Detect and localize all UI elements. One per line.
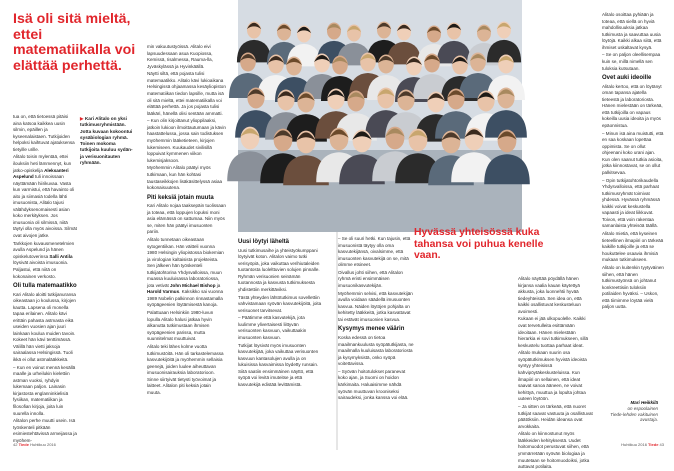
author-signature [594,400,658,423]
subheading: Oli tulla matemaatikko [13,283,77,290]
person-name: Salli Antila [49,253,73,259]
col5-paragraph: Kukaan ei jää ulkopuolelle. Kaikki ovat tervetulleita esittämään ideoitaan. Hänen mielestään hierarkia ei sovi tutkimukseen, sillä keskustelu tuottaa parhaat ideat. [518,316,588,348]
author-role: on espoolainen [627,405,658,411]
caption-text: Kari Alitalo on yksi tutkimusryhmistään. Jotta kuvaan kokoontui sysäbiologian ryhmä. Toinen mokoma tutkijoita kuuluu sydän- ja verisuonitauten ryhmään. [80,116,133,166]
subheading: Kysymys menee väärin [338,326,405,333]
magazine-name: Tiede [18,442,29,447]
col3-paragraph: Uusi tutkimusaihe ja yhteistyökumppani löytyivät koton. Alitalon vaimo tutki verisyöpiä, joka vaikuttaa verihiutaleiden tuotantosta luolelttuvien solujen pinnalle. Ryhmän verisuonien seinämän tuotannosta ja kasvusta tutkimuksesta yhdistettiin merkittäviksi. [238,247,320,292]
col4-paragraph: Koska edessä on tietoa maailmankuulusta syöpätutkijasta, ne maailmalla kuuluisasta laboratoriosta ja kysymyksistä, onko syöpä voitettavissa. [338,334,414,367]
col4-paragraph: – Syövän hoitotulokset paranevat koko ajan, ja Suomi on hoidon kärkimaita. Haluaisimme nähdä syövän muuttuvan krooniseksi sairaudeksi, jonka kanssa voi elää. [338,368,409,401]
col2-paragraph: Palattuaan Helsinkiin 1980-luvun lopulla Alitalo halusi jatkaa hyvin alkanutta tutkimustaan ihmisen syöpägeenien parissa, mutta suunnitelmat muuttuivat. [147,310,214,342]
col2-paragraph: – Kun olin kirjoittanut ylioppilaaksi, jatkoin lukioon ilmoittautumaan ja kävin haastattelussa, jossa sain todistuksen myöhemmin lääketieteen, kirjojen lukemiseen. Kuukaudet sivilisillä loppuivat kymmenen viikon lukemisjaksoon. [147,118,226,163]
left-footer [13,442,56,447]
photo-caption [80,116,134,166]
subheading: Piti keksiä jotain muuta [147,194,214,201]
col1-paragraph: Alitalon perhe muutti usein. Isä työskenteli pitkään esimiestehtävissä armeijassa ja myöhem- [13,418,77,443]
col1-paragraph [13,154,77,239]
col5-paragraph: Alitalo mukaan suurin osa syöpätutkimuksen hyvistä ideoista syntyy yhteisissä kahvipöytäkeskusteluissa. Kun ilmapiiri on sellainen, että ideat saavat sanoa ääneen, ne voivat kehittyä, muuttua ja lopulta johtaa uuteen löytöön. [518,350,587,402]
text: Tarkkojen kuvausmenetelmien avulla Aspelund ja hänen opiskelutoverinsa [13,240,75,259]
column-1 [13,114,77,443]
column-2 [147,44,226,436]
col2-paragraph: Näytti siltä, että pojasta tulisi matemaatikko. Alitalo kävi lukioaikana Helsingissä ohjaamassa kesäyliopiston matematiikan tiedon lapsille, mutta isä oli sitä mieltä, ettei matematiikalla voi elättää perhettä. Ja jos pojasta tulisi lääkäri, hänellä olisi sentään ammatti. [147,71,226,116]
col5-paragraph: Alitalo on kiinnostunut myös lääkkeiden kehityksestä. Uudet hoitomuodot perustuvat siihen, että ymmärretään syövän biologiaa ja muutetaan se hoitomuodoiksi, jotka auttavat potilaita. [518,431,590,470]
column-6 [602,12,664,398]
col4-paragraph: Oivallus johti siihen, että Alitalon ryhmä eristi ensimmäisen imusuonikasvutekijän. [338,269,403,289]
text: ja [216,282,221,288]
page-number: 43 [659,442,664,447]
col2-paragraph: Myöhemmin Alitalo päätyi myös tutkimaan, kun hän kohtasi taustaseikkojen lisäkäsittelyssä asiaa kokonaisuutena. [147,165,223,191]
text: . Kaksikko sai vuonna 1989 Nobelin palkinnon rinnastamalla syöpägeenien löytämisestä kanoja. [147,289,224,308]
subheading: Uusi löytyi läheltä [238,239,290,245]
group-photo-illustration [238,0,522,232]
pull-quote: Hyvässä yhteisössä kuka tahansa voi puhua kenelle vaan. [414,227,544,262]
caption-arrow-icon: ▶ [80,116,84,121]
col6-paragraph: – Opin tutkijatohtorikaudella Yhdysvalloissa, että parhaat tutkimusryhmät toimivat yhdessä. Hyvässä ryhmässä kaikki voivat keskustella vapaasti ja ideat liikkuvat. Toivon, että voin rakentaa samanlaista yhteisöä täällä. [602,177,660,229]
author-role: Tiede-lehden vakituinen avustaja. [610,411,658,423]
column-3 [238,236,323,436]
magazine-name: Tiede [648,442,659,447]
col2-paragraph: Alitalo teki lähes kolme vuotta tutkimustöitä. Hän oli tarkastelemassa kasvutekijöitä ja myöhemmin sellaisia geenejä, joiden luulee aiheuttavan imusuonisairauksia laboratorioon. Sinne siirtyivät tietysti työvoimat ja laitteet. Alitalon piti keksiä jotain muuta. [147,344,224,395]
col6-paragraph: Alitalo mietiä, että kyseinen tieteellinen ilmapiiri on tärkeää kaikille tutkijoille ja että se houkuttelee osaavia ihmisiä mukaan tutkimukseen. [602,231,664,263]
col1-paragraph: Kari Alitalo aloitti tutkijanuransa oikeastaan jo koulussa, kirjojen kautta. Lapsena oli monella tapaa erilainen. Alitalo kävi erittäin pahasta astmasta eikä useiden vuosien ajan juuri lainkaan koulua muiden tavoin. Kokeet hän kävi tenttimässä. Välillä hän vietti jaksoja sairaalassa Helsingissä. Tuoli ikkä ei ollut astmalääkkeitä. [13,291,76,363]
col3-paragraph: Tutkijat löysivät myös imusuonten kasvutekijää, joka vaikuttaa verisuonten kasvuun kantasolujen avulla ja on lukuisissa kasvaimissa löydetty runsain. Siitä saatiin ensimmäinen näyttö, että syöpä voi levitä imuteitse ja että kasvutekijä edistää levittämistä. [238,342,319,387]
group-photo [238,0,522,232]
column-5 [518,276,594,470]
col2-paragraph: Kari Alitalo nojaa taaksepäin tuolissaan ja toteaa, että loppujen lopuksi moni asia elämässä on sattumaa. Niin myös se, miten hän päätyi imusuonten pariin. [147,203,226,235]
column-4 [338,236,414,436]
right-footer [621,442,664,447]
col1-paragraph [13,241,77,280]
headline: Isä oli sitä mieltä, ettei matematiikalla voi elättää perhettä. [13,11,136,74]
issue-date: Huhtikuu 2016 [30,442,56,447]
text: Alitalo toisin mylentää, ettei ilouksiin heti lämmennyt, kun jatko-opiskelija [13,154,72,173]
author-name: Mari Heikkilä [630,400,658,405]
col4-paragraph: Myöhemmin selvisi, että kasvutekijän avulla voidaan säädellä imusuonten kasvua. Näiden löytöjen pohjalta on kehitetty lääkkeitä, jotka kasvattavat tai estävät imusuonien kasvua. [338,290,413,322]
person-name: Harold Varmus [147,289,180,295]
col5-paragraph: Alitalo näyttää pöydällä hänen kirjansa vaalia kauan käytettyä akkusta, joka luonnehtii hyvää tiedeyhteisöä. Sen idea on, että kaikki osallistuvat keskusteluun avoimesti. [518,276,582,314]
issue-date: Huhtikuu 2016 [621,442,647,447]
page-number: 42 [13,442,18,447]
col2-paragraph [147,237,226,309]
col6-paragraph: Alitalo on kuitenkin tyytyväinen siihen, että hänen tutkimustyönsä on johtanut konkreettisiin tuloksiin potilaiden hyväksi. – Uskon, että tiimimme löytää vielä paljon uutta. [602,265,664,310]
col6-paragraph: Alitalo osoittaa pyhiään ja toteaa, että siellä on hyviä mahdollisuuksia jatkaa tutkimusta ja saavuttaa uusia löytöjä. Kaikki alkaa siitä, että ihmiset uskaltavat kysyä. [602,12,662,50]
text: Alitalo tunnetaan oikeastaan sytogentiikan. Hän väitteli vuonna 1980 Helsingin yliopistossa biokemian ja virologian kaltaisista projekteista. Sen jälkeen hän työskenteli tutkijatohtorina Yhdysvalloissa, muun muassa kuuluisassa laboratoriossa, jota vetivät [147,237,224,288]
subheading: Ovet auki ideoille [602,75,652,82]
col2-paragraph: min vakuutustyöissä. Alitalo eivi lapsuudessaan asua Kuopiossa, Kemissä, Iisalmessa, Rauma-lla, Jyväskylässä ja Hyvinkäällä. [147,44,213,69]
text: löysivät aivoista imusuonia. Paljastui, että niitä on kokonainen verkosto. [13,260,69,279]
person-name: Aleksanteri Aspelund [13,167,69,180]
col5-paragraph: – Ja sitten on tärkeää, että nuoret tutkijat saavat vastuuta ja osallistuvat päätöksiin. Heidän ideansa ovat arvokkaita. [518,403,593,429]
col3-paragraph: Tästä yhteyden lähtötutkimus sovellettiin vahvistamaan syövän kasvutekijöitä, joita verisuonet tarvitsevat. [238,294,322,313]
col4-paragraph: – Se oli suuri hetki. Kun tajusin, että imusuonistä täytyy olla oma kasvutekijänsä, oivalsimme, että imusuonten kasvutekijä on se, mitä olimme etsineet. [338,236,411,268]
col6-paragraph: – Minun isä aina muistutti, että en saa koskaan lopettaa oppimista. Se on ollut ohjeenani koko urani ajan. Kun olen saanut tutkia asioita, jotka kiinnostavat, se on ollut palkitsevaa. [602,130,664,175]
col1-paragraph: tua on, että tietoessä pitäisi aina katsoa kaikkea uusin silmin, epäillen ja kyseenalaistaen. Tutkijoiden helpoksi kaihtuvat ajatuksensa tietyille urille. [13,114,75,152]
col6-paragraph: Alitalo kertoo, että on löytänyt oman tapansa ajatella tieteestä ja laboratoriosta. Hänen mielestään on tärkeää, että tutkijoilla on vapaus kokeilla uusia ideoita ja myös epäonnistua. [602,83,663,128]
person-name: John Michael Bishop [170,282,216,288]
col1-paragraph: – Kun en voinut mennä kesällä maalle ja urheilukin kielettiin astman vuoksi, ryhdyin lukemaan paljon. Lainasin kirjastosta englanninkielisiä fysiikan, matematiikan ja filosofian kirjoja, joita luin suurella innolla. [13,364,76,416]
col6-paragraph: – Se on paljon oleellisempaa kuin se, millä nimellä sen tuloksia kutsutaan. [602,52,661,71]
col3-paragraph: – Päätimme että kasvutekijä, jota luulimme ylivertaisesti liittyvän verisuonten kasvuun, vaikuttaakin imusuonten kasvuun. [238,315,307,340]
text: tuli innoissaan näyttämään hiirikuvaa. Vasta kun varmistui, että havainto oli aito ja siimasiä todella lähti imusuonista, Alitalo tajusi välähdyksenomaisesti asian koko merkityksen. Jos imusuonia oli silmissä, niitä täytyi olla myös aivoissa. Silmät ovat aivojen jatke. [13,174,77,239]
